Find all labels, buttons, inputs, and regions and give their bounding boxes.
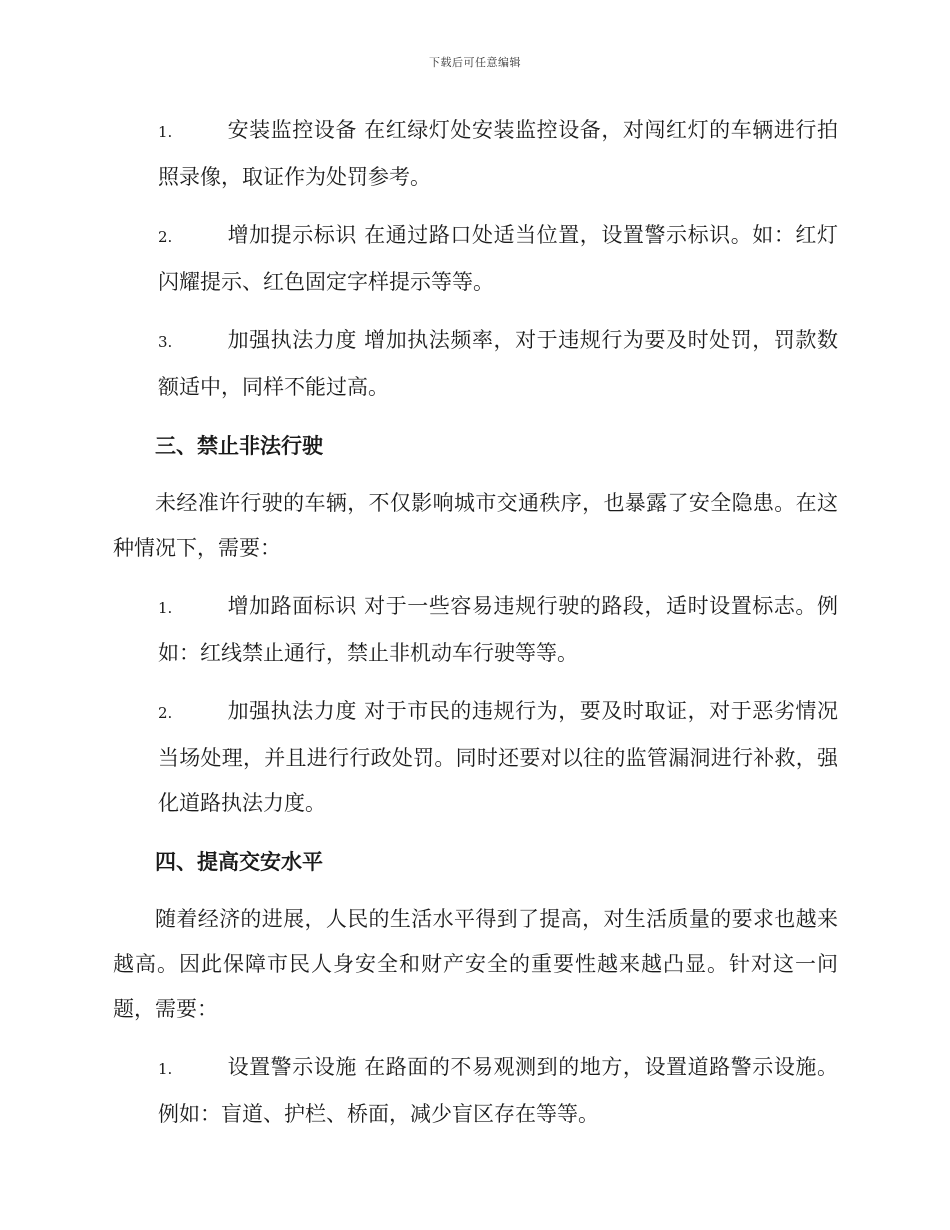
list-item-3 — [113, 318, 838, 410]
section-intro-paragraph: 随着经济的进展，人民的生活水平得到了提高，对生活质量的要求也越来越高。因此保障市民人身安全和财产安全的重要性越来越凸显。针对这一问题，需要： — [113, 907, 838, 1021]
list-item-1 — [113, 584, 838, 676]
list-number: 3. — [158, 333, 173, 351]
list-item-2 — [113, 689, 838, 826]
list-number: 2. — [158, 704, 173, 722]
list-item-text: 增加路面标识 对于一些容易违规行驶的路段，适时设置标志。例如：红线禁止通行，禁止非机动车行驶等等。 — [158, 594, 838, 665]
list-item-text: 加强执法力度 增加执法频率，对于违规行为要及时处罚，罚款数额适中，同样不能过高。 — [158, 328, 838, 399]
list-number: 1. — [158, 123, 173, 141]
list-number: 2. — [158, 228, 173, 246]
section-intro-paragraph: 未经准许行驶的车辆，不仅影响城市交通秩序，也暴露了安全隐患。在这种情况下，需要： — [113, 491, 838, 560]
list-item-text: 安装监控设备 在红绿灯处安装监控设备，对闯红灯的车辆进行拍照录像，取证作为处罚参考。 — [158, 118, 838, 189]
section-heading-3: 三、禁止非法行驶 — [155, 433, 323, 458]
list-item-1 — [113, 1045, 838, 1137]
list-number: 1. — [158, 1060, 173, 1078]
section-heading-4: 四、提高交安水平 — [155, 849, 323, 874]
list-item-text: 加强执法力度 对于市民的违规行为，要及时取证，对于恶劣情况当场处理，并且进行行政处罚。同时还要对以往的监管漏洞进行补救，强化道路执法力度。 — [158, 699, 838, 815]
document-body — [113, 108, 838, 1150]
page-header: 下载后可任意编辑 — [429, 56, 521, 69]
list-item-text: 设置警示设施 在路面的不易观测到的地方，设置道路警示设施。例如：盲道、护栏、桥面，减少盲区存在等等。 — [158, 1055, 838, 1126]
list-number: 1. — [158, 599, 173, 617]
list-item-text: 增加提示标识 在通过路口处适当位置，设置警示标识。如：红灯闪耀提示、红色固定字样提示等等。 — [158, 223, 838, 294]
list-item-1 — [113, 108, 838, 200]
list-item-2 — [113, 213, 838, 305]
